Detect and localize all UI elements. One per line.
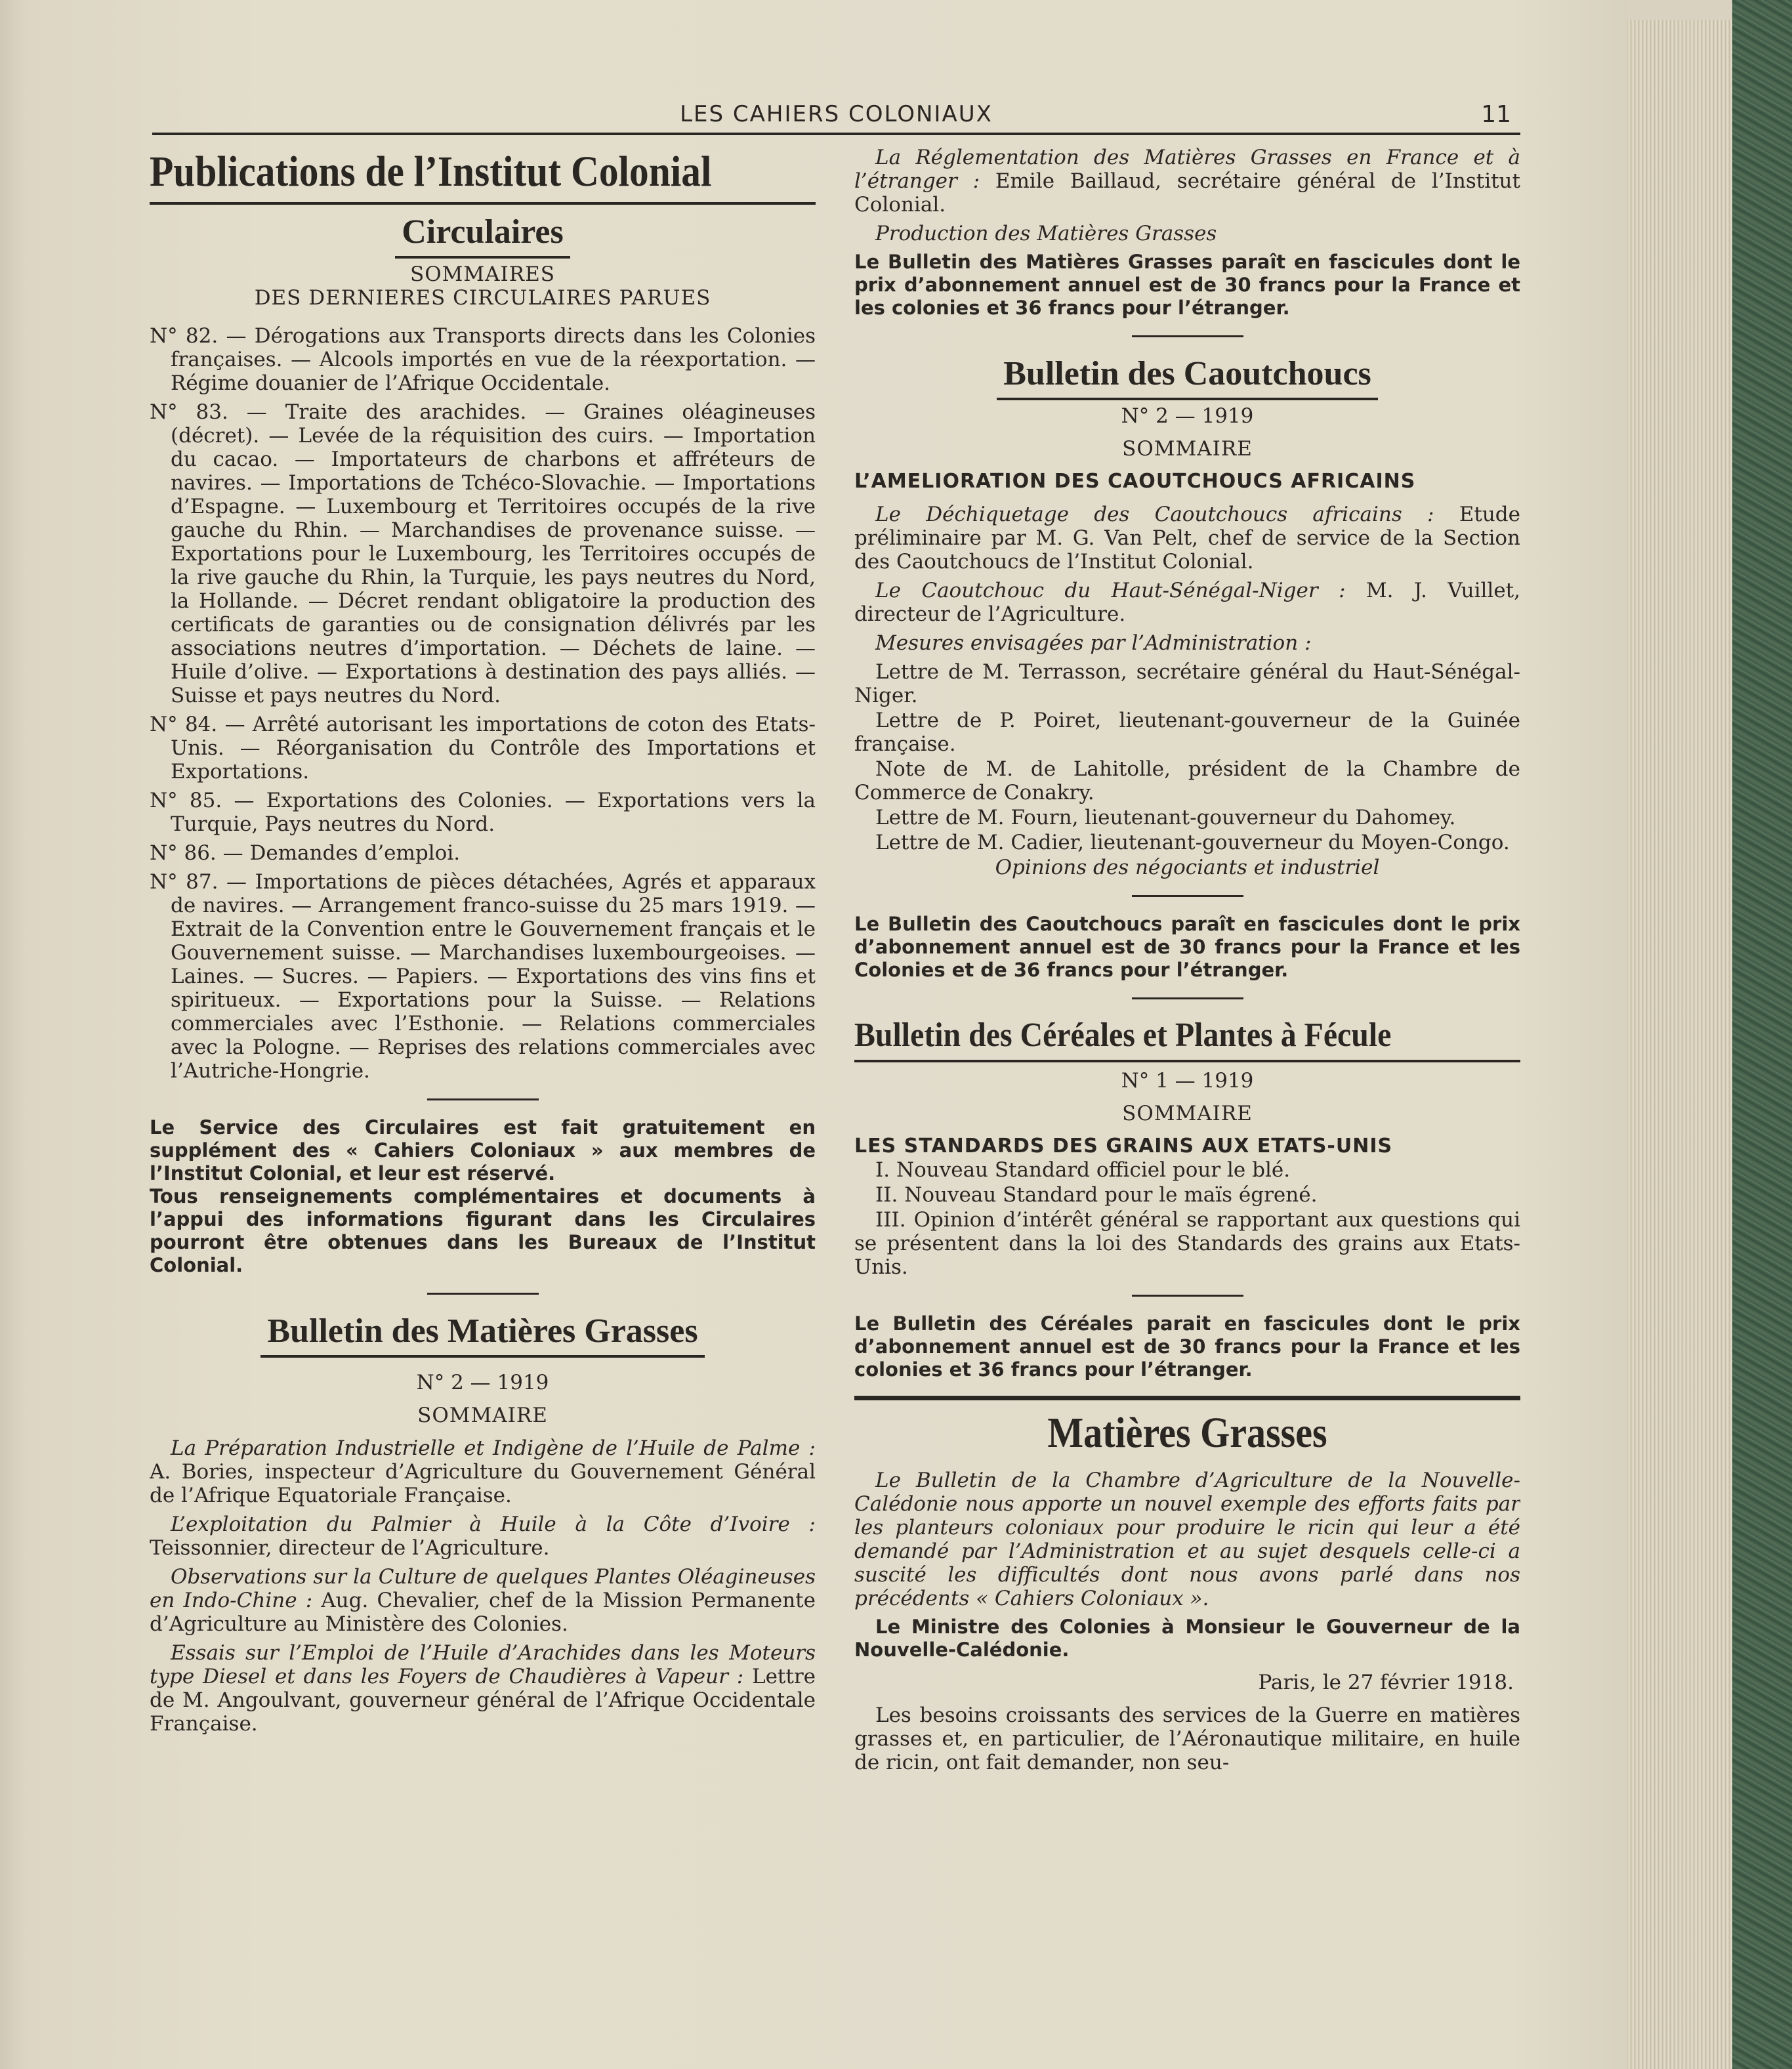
sommaire-item: III. Opinion d’intérêt général se rapportant aux questions qui se présentent dans la loi des Standards des grains aux Etats-Unis. xyxy=(854,1208,1520,1279)
sommaire-item: Production des Matières Grasses xyxy=(875,222,1217,245)
circulaire-entry: N° 84. — Arrêté autorisant les importations de coton des Etats-Unis. — Réorganisation du Contrôle des Importations et Exportations. xyxy=(150,713,816,784)
book-cover xyxy=(1732,0,1792,2069)
sommaire-item: Essais sur l’Emploi de l’Huile d’Arachides dans les Moteurs type Diesel et dans les Foyers de Chaudières à Vapeur : Lettre de M. Angoulvant, gouverneur général de l’Afrique Occidentale Française. xyxy=(150,1641,816,1736)
sommaire-item: Observations sur la Culture de quelques Plantes Oléagineuses en Indo-Chine : Aug. Chevalier, chef de la Mission Permanente d’Agriculture au Ministère des Colonies. xyxy=(150,1565,816,1636)
separator xyxy=(1132,1295,1243,1297)
circulaires-notice: Le Service des Circulaires est fait gratuitement en supplément des « Cahiers Coloniaux » aux membres de l’Institut Colonial, et leur est réservé. xyxy=(150,1116,816,1184)
cereales-heading: Bulletin des Céréales et Plantes à Fécule xyxy=(854,1016,1392,1054)
issue-number: N° 1 — 1919 xyxy=(1121,1069,1254,1093)
sommaire-item: La Réglementation des Matières Grasses en France et à l’étranger : Emile Baillaud, secrétaire général de l’Institut Colonial. xyxy=(854,146,1520,217)
separator xyxy=(1132,335,1243,337)
separator xyxy=(427,1293,539,1295)
cereales-notice: Le Bulletin des Céréales parait en fascicules dont le prix d’abonnement annuel est de 30 francs pour la France et les colonies et 36 francs pour l’étranger. xyxy=(854,1312,1520,1381)
sommaire-label: SOMMAIRE xyxy=(1122,1102,1253,1125)
sommaire-label: SOMMAIRE xyxy=(417,1404,548,1427)
section-rule xyxy=(854,1396,1520,1400)
issue-number: N° 2 — 1919 xyxy=(1121,404,1254,428)
main-title: Publications de l’Institut Colonial xyxy=(150,148,712,196)
matieres-grasses-notice: Le Bulletin des Matières Grasses paraît en fascicules dont le prix d’abonnement annuel est de 30 francs pour la France et les colonies et 36 francs pour l’étranger. xyxy=(854,251,1520,319)
sommaires-label: SOMMAIRES xyxy=(410,262,555,286)
circulaire-entry: N° 86. — Demandes d’emploi. xyxy=(150,841,461,865)
circulaire-entry: N° 87. — Importations de pièces détachées, Agrés et apparaux de navires. — Arrangement franco-suisse du 25 mars 1919. — Extrait de la Convention entre le Gouvernement français et le Gouvernement suisse. — Marchandises luxembourgeoises. — Laines. — Sucres. — Papiers. — Exportations des vins fins et spiritueux. — Exportations pour la Suisse. — Relations commerciales avec l’Esthonie. — Relations commerciales avec la Pologne. — Reprises des relations commerciales avec l’Autriche-Hongrie. xyxy=(150,870,816,1083)
separator xyxy=(427,1098,539,1100)
page-number: 11 xyxy=(1481,101,1511,128)
letter-item: Lettre de M. Fourn, lieutenant-gouverneur du Dahomey. xyxy=(875,806,1456,829)
letter-item: Lettre de M. Cadier, lieutenant-gouverneur du Moyen-Congo. xyxy=(875,831,1510,854)
sommaire-item: II. Nouveau Standard pour le maïs égrené. xyxy=(875,1183,1318,1207)
journal-title: LES CAHIERS COLONIAUX xyxy=(680,101,993,127)
section-heading: LES STANDARDS DES GRAINS AUX ETATS-UNIS xyxy=(854,1135,1393,1158)
left-column xyxy=(150,146,816,2049)
opinions-item: Opinions des négociants et industriel xyxy=(995,856,1380,879)
circulaire-entry: N° 85. — Exportations des Colonies. — Exportations vers la Turquie, Pays neutres du Nord. xyxy=(150,789,816,836)
article-body: Les besoins croissants des services de la Guerre en matières grasses et, en particulier, de l’Aéronautique militaire, en huile de ricin, ont fait demander, non seu- xyxy=(854,1703,1520,1774)
caoutchoucs-heading: Bulletin des Caoutchoucs xyxy=(854,353,1520,400)
sommaire-item: La Préparation Industrielle et Indigène de l’Huile de Palme : A. Bories, inspecteur d’Agriculture du Gouvernement Général de l’Afrique Equatoriale Française. xyxy=(150,1436,816,1507)
separator xyxy=(1132,895,1243,897)
matieres-grasses-title: Matières Grasses xyxy=(1047,1409,1327,1457)
letter-date: Paris, le 27 février 1918. xyxy=(1258,1671,1514,1694)
circulaires-heading: Circulaires xyxy=(150,211,816,259)
circulaires-notice-2: Tous renseignements complémentaires et documents à l’appui des informations figurant dans les Circulaires pourront être obtenues dans les Bureaux de l’Institut Colonial. xyxy=(150,1185,816,1276)
sommaire-item: I. Nouveau Standard officiel pour le blé. xyxy=(875,1158,1291,1182)
issue-number: N° 2 — 1919 xyxy=(416,1371,549,1394)
sommaire-label: SOMMAIRE xyxy=(1122,437,1253,461)
circulaires-subtitle: DES DERNIERES CIRCULAIRES PARUES xyxy=(254,286,711,310)
cereales-rule xyxy=(854,1060,1520,1062)
right-column xyxy=(854,146,1520,2049)
matieres-grasses-heading: Bulletin des Matières Grasses xyxy=(150,1310,816,1358)
title-rule xyxy=(150,202,816,205)
circulaire-entry: N° 83. — Traite des arachides. — Graines oléagineuses (décret). — Levée de la réquisition des cuirs. — Importation du cacao. — Importateurs de charbons et affréteurs de navires. — Importations de Tchéco-Slovachie. — Importations d’Espagne. — Luxembourg et Territoires occupés de la rive gauche du Rhin. — Marchandises de provenance suisse. — Exportations pour le Luxembourg, les Territoires occupés de la rive gauche du Rhin, la Turquie, les pays neutres du Nord, la Hollande. — Décret rendant obligatoire la production des certificats de garanties ou de consignation délivrés par les associations neutres d’importation. — Déchets de laine. — Huile d’olive. — Exportations à destination des pays alliés. — Suisse et pays neutres du Nord. xyxy=(150,400,816,707)
page-edges xyxy=(1627,20,1732,2069)
section-heading: L’AMELIORATION DES CAOUTCHOUCS AFRICAINS xyxy=(854,470,1416,493)
letter-item: Note de M. de Lahitolle, président de la Chambre de Commerce de Conakry. xyxy=(854,757,1520,805)
circulaire-entry: N° 82. — Dérogations aux Transports directs dans les Colonies françaises. — Alcools importés en vue de la réexportation. — Régime douanier de l’Afrique Occidentale. xyxy=(150,324,816,395)
sommaire-item: L’exploitation du Palmier à Huile à la Côte d’Ivoire : Teissonnier, directeur de l’Agriculture. xyxy=(150,1513,816,1560)
sommaire-item: Le Déchiquetage des Caoutchoucs africains : Etude préliminaire par M. G. Van Pelt, chef de service de la Section des Caoutchoucs de l’Institut Colonial. xyxy=(854,503,1520,574)
separator xyxy=(1132,997,1243,999)
letter-item: Lettre de M. Terrasson, secrétaire général du Haut-Sénégal-Niger. xyxy=(854,660,1520,707)
measures-heading: Mesures envisagées par l’Administration : xyxy=(875,631,1312,655)
running-header xyxy=(152,98,1520,135)
article-intro: Le Bulletin de la Chambre d’Agriculture de la Nouvelle-Calédonie nous apporte un nouvel exemple des efforts faits par les planteurs coloniaux pour produire le ricin qui leur a été demandé par l’Administration et au sujet desquels celle-ci a suscité les difficultés dont nous avons parlé dans nos précédents « Cahiers Coloniaux ». xyxy=(854,1469,1520,1610)
sommaire-item: Le Caoutchouc du Haut-Sénégal-Niger : M. J. Vuillet, directeur de l’Agriculture. xyxy=(854,579,1520,626)
letter-heading: Le Ministre des Colonies à Monsieur le Gouverneur de la Nouvelle-Calédonie. xyxy=(854,1616,1520,1661)
letter-item: Lettre de P. Poiret, lieutenant-gouverneur de la Guinée française. xyxy=(854,709,1520,756)
caoutchoucs-notice: Le Bulletin des Caoutchoucs paraît en fascicules dont le prix d’abonnement annuel est de 30 francs pour la France et les Colonies et de 36 francs pour l’étranger. xyxy=(854,913,1520,981)
